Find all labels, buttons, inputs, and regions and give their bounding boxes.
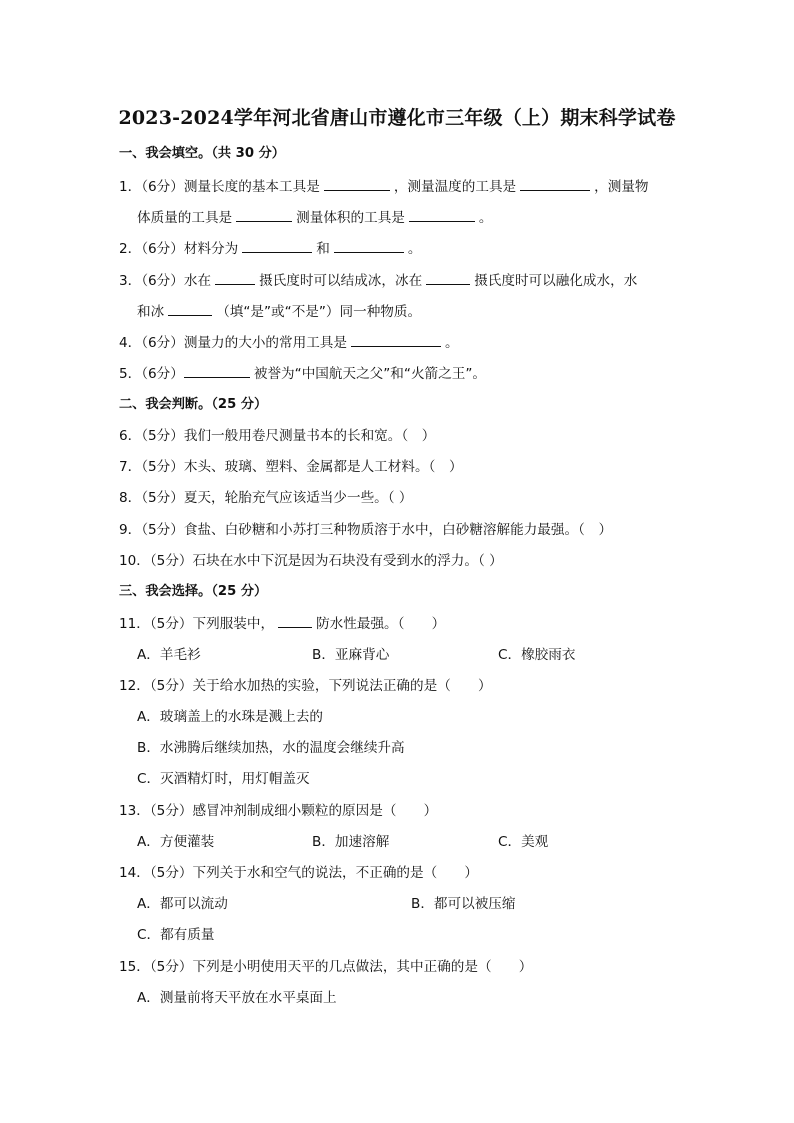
answer-blank bbox=[334, 238, 404, 253]
question-12-option-b: B．水沸腾后继续加热，水的温度会继续升高 bbox=[137, 740, 405, 756]
question-3-text: 和冰 bbox=[137, 304, 165, 320]
answer-blank bbox=[236, 207, 292, 222]
question-1-text: 。 bbox=[478, 210, 493, 226]
question-13-option-c: C．美观 bbox=[498, 834, 549, 850]
question-5-text: 5．（6分） bbox=[119, 366, 184, 382]
question-14-option-b: B．都可以被压缩 bbox=[411, 896, 516, 912]
answer-blank bbox=[351, 332, 441, 347]
question-11-text: 防水性最强。（ ） bbox=[316, 616, 446, 632]
question-11-text: 11．（5分）下列服装中， bbox=[119, 616, 275, 632]
question-13-option-b: B．加速溶解 bbox=[312, 834, 390, 850]
question-3-text: （填“是”或“不是”）同一种物质。 bbox=[216, 304, 422, 320]
question-1-text: 测量体积的工具是 bbox=[296, 210, 405, 226]
question-1-text: 1．（6分）测量长度的基本工具是 bbox=[119, 179, 320, 195]
question-1-line-1 bbox=[119, 176, 649, 197]
question-3-text: 摄氏度时可以结成冰，冰在 bbox=[259, 273, 423, 289]
question-12-option-c: C．灭酒精灯时，用灯帽盖灭 bbox=[137, 771, 310, 787]
question-14-option-c: C．都有质量 bbox=[137, 927, 215, 943]
section-heading-multiple-choice: 三、我会选择。（25 分） bbox=[119, 584, 268, 599]
answer-blank bbox=[184, 363, 250, 378]
question-10: 10．（5分）石块在水中下沉是因为石块没有受到水的浮力。（ ） bbox=[119, 553, 503, 569]
question-14: 14．（5分）下列关于水和空气的说法，不正确的是（ ） bbox=[119, 865, 478, 881]
question-1-text: 体质量的工具是 bbox=[137, 210, 233, 226]
answer-blank bbox=[215, 270, 255, 285]
question-2-text: 和 bbox=[316, 241, 330, 257]
question-3-line-2 bbox=[137, 301, 421, 322]
question-3-text: 3．（6分）水在 bbox=[119, 273, 212, 289]
question-6: 6．（5分）我们一般用卷尺测量书本的长和宽。（ ） bbox=[119, 428, 436, 444]
question-15-option-a: A．测量前将天平放在水平桌面上 bbox=[137, 990, 337, 1006]
question-5-text: 被誉为“中国航天之父”和“火箭之王”。 bbox=[253, 366, 486, 382]
exam-title: 2023-2024学年河北省唐山市遵化市三年级（上）期末科学试卷 bbox=[118, 107, 676, 129]
answer-blank bbox=[242, 238, 312, 253]
answer-blank bbox=[278, 613, 312, 628]
question-8: 8．（5分）夏天，轮胎充气应该适当少一些。（ ） bbox=[119, 490, 413, 506]
question-11 bbox=[119, 613, 445, 634]
question-1-text: ，测量温度的工具是 bbox=[393, 179, 517, 195]
section-heading-fill-in: 一、我会填空。（共 30 分） bbox=[119, 146, 285, 161]
question-2-text: 2．（6分）材料分为 bbox=[119, 241, 239, 257]
question-9: 9．（5分）食盐、白砂糖和小苏打三种物质溶于水中，白砂糖溶解能力最强。（ ） bbox=[119, 522, 613, 538]
question-13: 13．（5分）感冒冲剂制成细小颗粒的原因是（ ） bbox=[119, 803, 438, 819]
question-2 bbox=[119, 238, 421, 259]
question-11-option-c: C．橡胶雨衣 bbox=[498, 647, 576, 663]
question-4 bbox=[119, 332, 459, 353]
question-15: 15．（5分）下列是小明使用天平的几点做法，其中正确的是（ ） bbox=[119, 959, 533, 975]
answer-blank bbox=[426, 270, 470, 285]
answer-blank bbox=[168, 301, 212, 316]
question-14-option-a: A．都可以流动 bbox=[137, 896, 228, 912]
answer-blank bbox=[520, 176, 590, 191]
question-5 bbox=[119, 363, 486, 384]
question-2-text: 。 bbox=[407, 241, 422, 257]
section-heading-true-false: 二、我会判断。（25 分） bbox=[119, 397, 268, 412]
question-13-option-a: A．方便灌装 bbox=[137, 834, 215, 850]
question-1-line-2 bbox=[137, 207, 493, 228]
question-4-text: 。 bbox=[445, 335, 459, 351]
question-11-option-a: A．羊毛衫 bbox=[137, 647, 201, 663]
answer-blank bbox=[324, 176, 390, 191]
question-12-option-a: A．玻璃盖上的水珠是溅上去的 bbox=[137, 709, 324, 725]
question-1-text: ，测量物 bbox=[594, 179, 649, 195]
question-11-option-b: B．亚麻背心 bbox=[312, 647, 390, 663]
question-7: 7．（5分）木头、玻璃、塑料、金属都是人工材料。（ ） bbox=[119, 459, 463, 475]
question-12: 12．（5分）关于给水加热的实验，下列说法正确的是（ ） bbox=[119, 678, 492, 694]
question-4-text: 4．（6分）测量力的大小的常用工具是 bbox=[119, 335, 347, 351]
answer-blank bbox=[409, 207, 475, 222]
question-3-text: 摄氏度时可以融化成水，水 bbox=[474, 273, 638, 289]
question-3-line-1 bbox=[119, 270, 637, 291]
